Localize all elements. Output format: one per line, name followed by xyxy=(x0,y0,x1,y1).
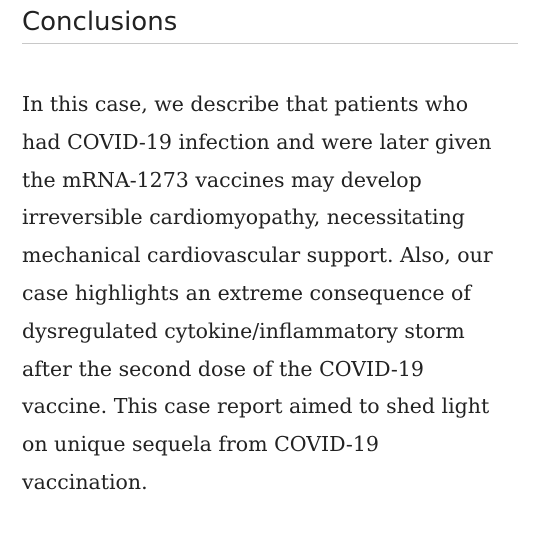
paragraph-line: case highlights an extreme consequence of xyxy=(22,280,471,305)
paragraph-line: the mRNA-1273 vaccines may develop xyxy=(22,167,422,192)
paragraph-line: dysregulated cytokine/inflammatory storm xyxy=(22,318,465,343)
paragraph-line: vaccine. This case report aimed to shed light xyxy=(22,394,490,419)
paragraph-line: In this case, we describe that patients who xyxy=(22,92,469,116)
paragraph-line: on unique sequela from COVID-19 xyxy=(22,432,379,457)
conclusions-paragraph xyxy=(22,86,528,502)
paragraph-line: mechanical cardiovascular support. Also, our xyxy=(22,243,493,268)
heading-divider xyxy=(22,43,518,44)
paragraph-line: had COVID-19 infection and were later given xyxy=(22,129,492,154)
section-heading: Conclusions xyxy=(22,7,178,37)
paragraph-line: after the second dose of the COVID-19 xyxy=(22,356,424,381)
paragraph-line: vaccination. xyxy=(22,469,148,494)
paragraph-line: irreversible cardiomyopathy, necessitating xyxy=(22,205,465,230)
